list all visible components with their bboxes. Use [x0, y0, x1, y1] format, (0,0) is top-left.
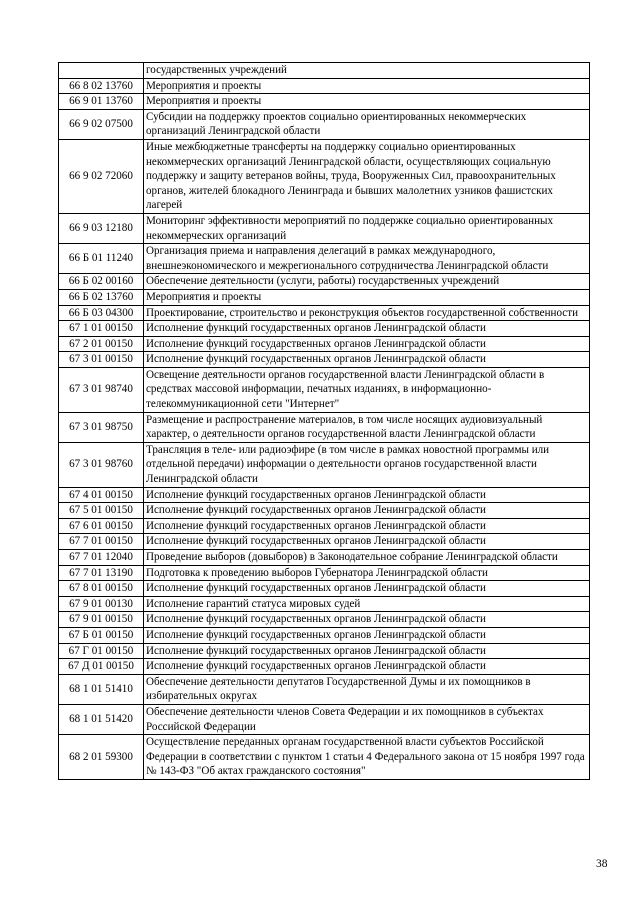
row-code: [59, 63, 144, 79]
table-row: [59, 321, 590, 337]
table-row: [59, 289, 590, 305]
row-description: Исполнение функций государственных органов Ленинградской области: [144, 487, 590, 503]
row-description: Освещение деятельности органов государственной власти Ленинградской области в средствах массовой информации, печатных изданиях, в информационно-телекоммуникационной сети "Интернет": [144, 367, 590, 412]
table-row: [59, 659, 590, 675]
table-row: [59, 94, 590, 110]
row-code: 67 3 01 98760: [59, 442, 144, 487]
table-row: [59, 274, 590, 290]
row-description: государственных учреждений: [144, 63, 590, 79]
table-row: [59, 565, 590, 581]
table-row: [59, 704, 590, 734]
table-row: [59, 581, 590, 597]
row-description: Исполнение функций государственных органов Ленинградской области: [144, 321, 590, 337]
row-description: Иные межбюджетные трансферты на поддержку социально ориентированных некоммерческих организаций Ленинградской области, осуществляющих социальную поддержку и защиту ветеранов войны, труда, Вооруженных Сил, правоохранительных органов, жителей блокадного Ленинграда и бывших малолетних узников фашистских лагерей: [144, 139, 590, 213]
row-code: 67 Д 01 00150: [59, 659, 144, 675]
row-code: 68 1 01 51410: [59, 674, 144, 704]
row-code: 67 4 01 00150: [59, 487, 144, 503]
table-row: [59, 487, 590, 503]
table-row: [59, 627, 590, 643]
row-description: Мероприятия и проекты: [144, 78, 590, 94]
row-code: 67 3 01 98740: [59, 367, 144, 412]
row-description: Размещение и распространение материалов, в том числе носящих аудиовизуальный характер, о деятельности органов государственной власти Ленинградской области: [144, 412, 590, 442]
row-code: 67 7 01 00150: [59, 534, 144, 550]
table-row: [59, 244, 590, 274]
row-code: 68 2 01 59300: [59, 735, 144, 780]
row-description: Исполнение функций государственных органов Ленинградской области: [144, 534, 590, 550]
row-description: Исполнение функций государственных органов Ленинградской области: [144, 581, 590, 597]
table-row: [59, 109, 590, 139]
table-row: [59, 674, 590, 704]
row-code: 66 Б 01 11240: [59, 244, 144, 274]
table-row: [59, 63, 590, 79]
row-description: Исполнение функций государственных органов Ленинградской области: [144, 659, 590, 675]
row-description: Проектирование, строительство и реконструкция объектов государственной собственности: [144, 305, 590, 321]
row-code: 67 9 01 00150: [59, 612, 144, 628]
row-code: 66 9 02 07500: [59, 109, 144, 139]
row-description: Исполнение функций государственных органов Ленинградской области: [144, 336, 590, 352]
row-description: Исполнение функций государственных органов Ленинградской области: [144, 518, 590, 534]
row-description: Организация приема и направления делегаций в рамках международного, внешнеэкономического и межрегионального сотрудничества Ленинградской области: [144, 244, 590, 274]
row-code: 66 Б 03 04300: [59, 305, 144, 321]
row-description: Исполнение функций государственных органов Ленинградской области: [144, 643, 590, 659]
table-body: [59, 63, 590, 780]
table-row: [59, 735, 590, 780]
row-description: Исполнение функций государственных органов Ленинградской области: [144, 352, 590, 368]
row-code: 67 1 01 00150: [59, 321, 144, 337]
row-code: 67 2 01 00150: [59, 336, 144, 352]
table-row: [59, 305, 590, 321]
table-row: [59, 643, 590, 659]
row-description: Мониторинг эффективности мероприятий по поддержке социально ориентированных некоммерческих организаций: [144, 213, 590, 243]
row-code: 66 9 02 72060: [59, 139, 144, 213]
row-code: 67 Г 01 00150: [59, 643, 144, 659]
table-row: [59, 442, 590, 487]
row-code: 67 Б 01 00150: [59, 627, 144, 643]
row-code: 66 9 03 12180: [59, 213, 144, 243]
table-row: [59, 412, 590, 442]
row-description: Исполнение гарантий статуса мировых судей: [144, 596, 590, 612]
row-code: 66 Б 02 00160: [59, 274, 144, 290]
table-row: [59, 503, 590, 519]
row-description: Исполнение функций государственных органов Ленинградской области: [144, 627, 590, 643]
row-description: Обеспечение деятельности членов Совета Федерации и их помощников в субъектах Российской Федерации: [144, 704, 590, 734]
row-description: Трансляция в теле- или радиоэфире (в том числе в рамках новостной программы или отдельной передачи) информации о деятельности органов государственной власти Ленинградской области: [144, 442, 590, 487]
row-code: 66 Б 02 13760: [59, 289, 144, 305]
row-code: 67 9 01 00130: [59, 596, 144, 612]
row-code: 67 6 01 00150: [59, 518, 144, 534]
page-number: 38: [596, 858, 608, 870]
table-row: [59, 367, 590, 412]
table-row: [59, 596, 590, 612]
row-description: Мероприятия и проекты: [144, 94, 590, 110]
row-description: Исполнение функций государственных органов Ленинградской области: [144, 612, 590, 628]
table-row: [59, 336, 590, 352]
table-row: [59, 213, 590, 243]
table-row: [59, 534, 590, 550]
row-code: 66 8 02 13760: [59, 78, 144, 94]
table-row: [59, 352, 590, 368]
row-code: 67 8 01 00150: [59, 581, 144, 597]
budget-codes-table: [58, 62, 590, 780]
row-code: 66 9 01 13760: [59, 94, 144, 110]
row-code: 68 1 01 51420: [59, 704, 144, 734]
row-code: 67 3 01 98750: [59, 412, 144, 442]
row-description: Обеспечение деятельности депутатов Государственной Думы и их помощников в избирательных округах: [144, 674, 590, 704]
row-description: Осуществление переданных органам государственной власти субъектов Российской Федерации в соответствии с пунктом 1 статьи 4 Федерального закона от 15 ноября 1997 года № 143-ФЗ "Об актах гражданского состояния": [144, 735, 590, 780]
table-row: [59, 612, 590, 628]
row-code: 67 3 01 00150: [59, 352, 144, 368]
row-description: Субсидии на поддержку проектов социально ориентированных некоммерческих организаций Ленинградской области: [144, 109, 590, 139]
row-code: 67 5 01 00150: [59, 503, 144, 519]
row-description: Исполнение функций государственных органов Ленинградской области: [144, 503, 590, 519]
row-description: Мероприятия и проекты: [144, 289, 590, 305]
table-row: [59, 78, 590, 94]
row-description: Проведение выборов (довыборов) в Законодательное собрание Ленинградской области: [144, 550, 590, 566]
row-description: Обеспечение деятельности (услуги, работы) государственных учреждений: [144, 274, 590, 290]
table-row: [59, 139, 590, 213]
row-code: 67 7 01 13190: [59, 565, 144, 581]
table-row: [59, 550, 590, 566]
row-code: 67 7 01 12040: [59, 550, 144, 566]
row-description: Подготовка к проведению выборов Губернатора Ленинградской области: [144, 565, 590, 581]
table-row: [59, 518, 590, 534]
